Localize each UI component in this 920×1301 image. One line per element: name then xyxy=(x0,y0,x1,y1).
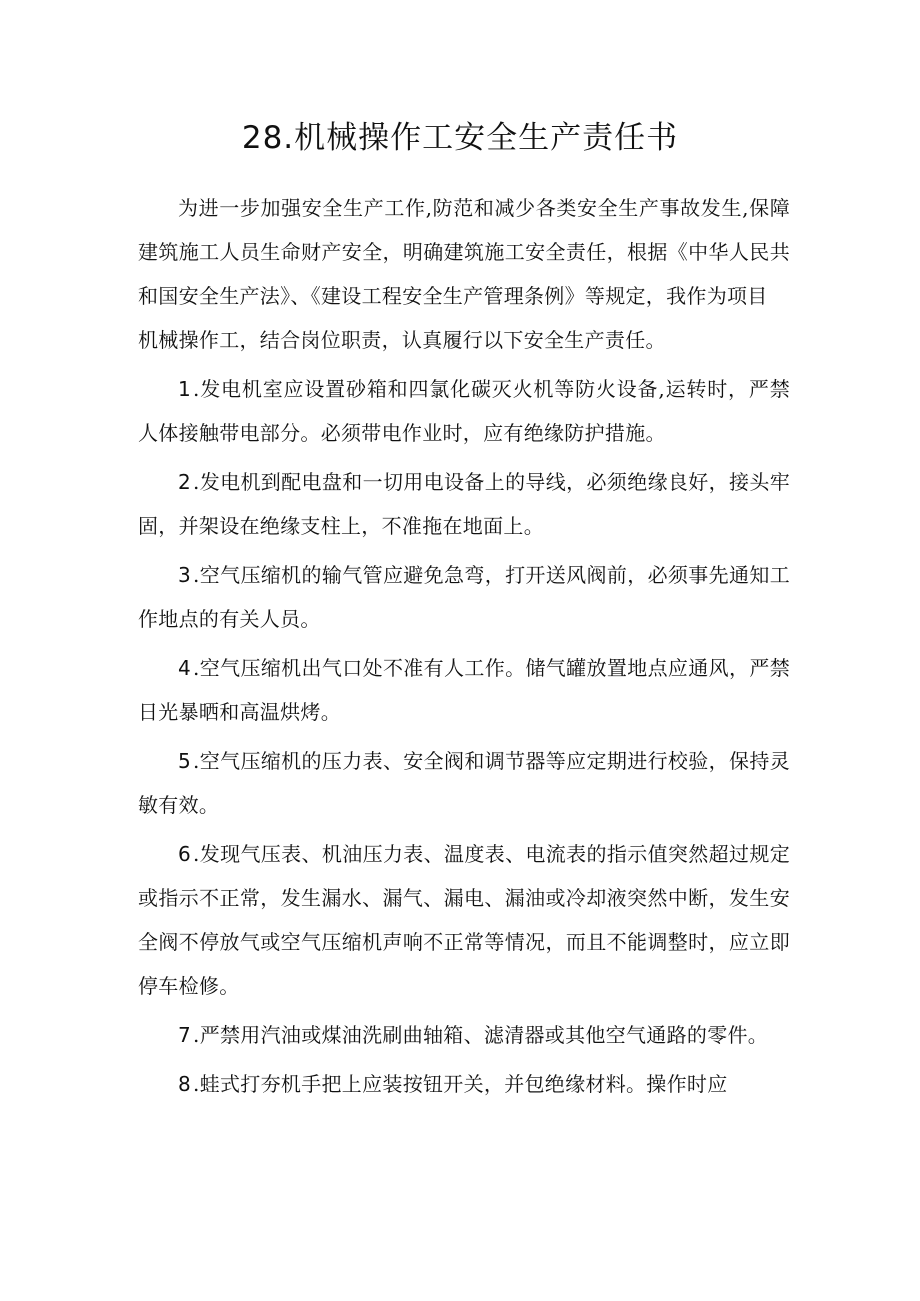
clause-text: .空气压缩机的压力表、安全阀和调节器等应定期进行校验，保持灵敏有效。 xyxy=(138,749,790,817)
clause-number: 6 xyxy=(178,842,192,866)
intro-paragraph: 为进一步加强安全生产工作,防范和减少各类安全生产事故发生,保障建筑施工人员生命财产安全，明确建筑施工安全责任，根据《中华人民共和国安全生产法》、《建设工程安全生产管理条例》等规定，我作为项目 xyxy=(138,196,790,308)
intro-paragraph-continued: 机械操作工，结合岗位职责，认真履行以下安全生产责任。 xyxy=(138,328,666,352)
clause-text: .空气压缩机的输气管应避免急弯，打开送风阀前，必须事先通知工作地点的有关人员。 xyxy=(138,563,790,631)
clause-item-8 xyxy=(138,1062,790,1106)
clause-number: 7 xyxy=(178,1023,192,1047)
clause-number: 2 xyxy=(178,470,192,494)
clause-item-1 xyxy=(138,367,790,455)
clause-item-6 xyxy=(138,832,790,1008)
clause-item-2 xyxy=(138,460,790,548)
clause-number: 4 xyxy=(178,656,192,680)
clause-number: 8 xyxy=(178,1072,192,1096)
clause-text: .蛙式打夯机手把上应装按钮开关，并包绝缘材料。操作时应 xyxy=(193,1072,728,1096)
clause-item-5 xyxy=(138,739,790,827)
clause-item-4 xyxy=(138,646,790,734)
clause-text: .空气压缩机出气口处不准有人工作。储气罐放置地点应通风，严禁日光暴晒和高温烘烤。 xyxy=(138,656,790,724)
clause-number: 3 xyxy=(178,563,192,587)
clause-text: .发现气压表、机油压力表、温度表、电流表的指示值突然超过规定或指示不正常，发生漏水、漏气、漏电、漏油或冷却液突然中断，发生安全阀不停放气或空气压缩机声响不正常等情况，而且不能调整时，应立即停车检修。 xyxy=(138,842,790,998)
clause-item-7 xyxy=(138,1013,790,1057)
document-body xyxy=(138,186,790,1106)
clause-text: .严禁用汽油或煤油洗刷曲轴箱、滤清器或其他空气通路的零件。 xyxy=(193,1023,769,1047)
clause-text: .发电机到配电盘和一切用电设备上的导线，必须绝缘良好，接头牢固，并架设在绝缘支柱上，不准拖在地面上。 xyxy=(138,470,790,538)
document-title: 28.机械操作工安全生产责任书 xyxy=(241,120,679,156)
clause-text: .发电机室应设置砂箱和四氯化碳灭火机等防火设备,运转时，严禁人体接触带电部分。必须带电作业时，应有绝缘防护措施。 xyxy=(138,377,790,445)
clause-number: 1 xyxy=(178,377,192,401)
clause-number: 5 xyxy=(178,749,192,773)
clause-item-3 xyxy=(138,553,790,641)
